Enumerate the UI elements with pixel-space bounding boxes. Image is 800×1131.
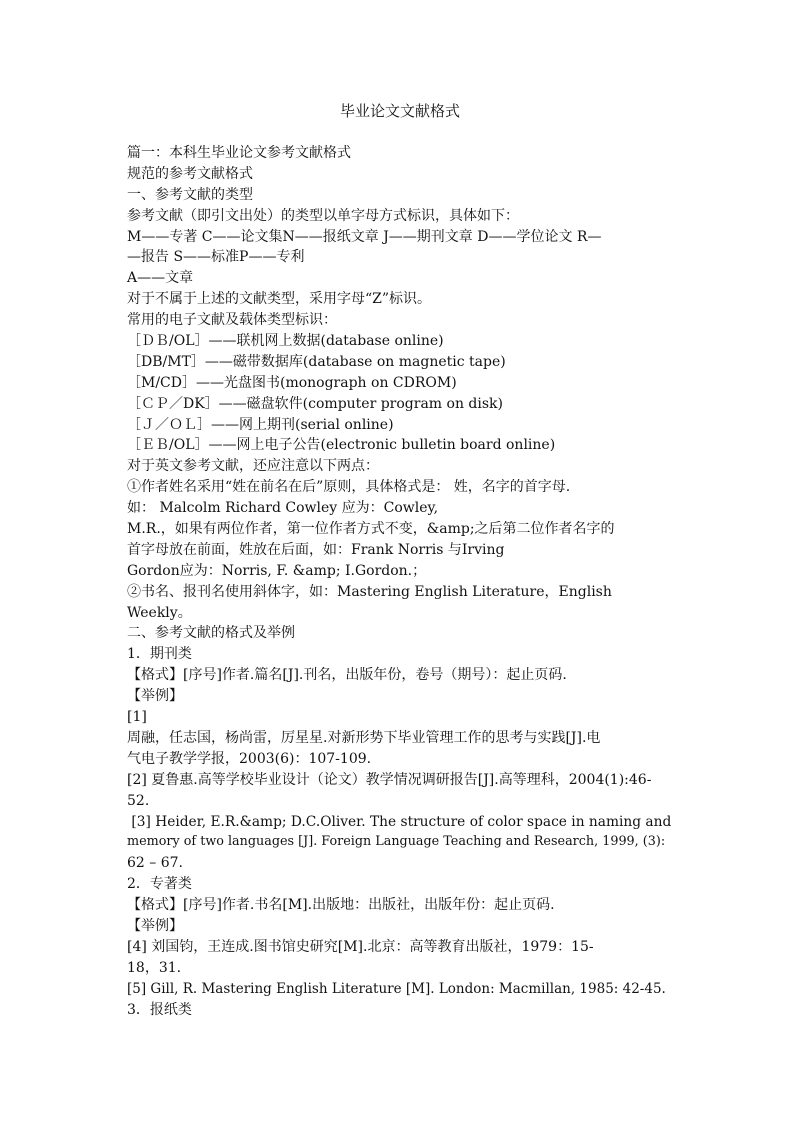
text-line: [1]: [127, 709, 147, 726]
text-line: [5] Gill, R. Mastering English Literature [M]. London: Macmillan, 1985: 42-45.: [127, 980, 666, 997]
text-line: ［ＣＰ／DK］——磁盘软件(computer program on disk): [127, 395, 503, 412]
text-line: 2．专著类: [127, 876, 192, 893]
text-line: 周融，任志国，杨尚雷，厉星星.对新形势下毕业管理工作的思考与实践[J].电: [127, 729, 601, 746]
text-line: ①作者姓名采用“姓在前名在后”原则，具体格式是： 姓，名字的首字母.: [127, 479, 571, 496]
text-line: M——专著 C——论文集N——报纸文章 J——期刊文章 D——学位论文 R—: [127, 228, 602, 245]
text-line: 1．期刊类: [127, 646, 192, 663]
text-line: 常用的电子文献及载体类型标识：: [127, 312, 337, 329]
text-line: 对于不属于上述的文献类型，采用字母“Z”标识。: [127, 291, 432, 308]
text-line: 3．报纸类: [127, 1001, 192, 1018]
text-line: 如： Malcolm Richard Cowley 应为：Cowley,: [127, 500, 439, 517]
text-line: ［DB/MT］——磁带数据库(database on magnetic tape): [127, 353, 506, 370]
text-line: 参考文献（即引文出处）的类型以单字母方式标识，具体如下：: [127, 207, 519, 224]
text-line: [4] 刘国钧，王连成.图书馆史研究[M].北京：高等教育出版社，1979：15-: [127, 938, 594, 955]
text-line: 52.: [127, 792, 150, 809]
text-line: 二、参考文献的格式及举例: [127, 625, 295, 642]
text-line: 对于英文参考文献，还应注意以下两点：: [127, 458, 379, 475]
text-line: 【格式】[序号]作者.篇名[J].刊名，出版年份，卷号（期号）：起止页码.: [127, 667, 567, 684]
text-line: ［M/CD］——光盘图书(monograph on CDROM): [127, 374, 457, 391]
text-line: 【格式】[序号]作者.书名[M].出版地：出版社，出版年份：起止页码.: [127, 897, 555, 914]
text-line: M.R.，如果有两位作者，第一位作者方式不变，&amp;之后第二位作者名字的: [127, 521, 615, 538]
text-line: 【举例】: [127, 917, 183, 934]
text-line: 气电子教学学报，2003(6)：107-109.: [127, 750, 372, 767]
text-line: 篇一：本科生毕业论文参考文献格式: [127, 145, 351, 161]
text-line: 一、参考文献的类型: [127, 186, 253, 203]
text-line: 规范的参考文献格式: [127, 165, 253, 182]
text-line: ②书名、报刊名使用斜体字，如：Mastering English Literature，English: [127, 583, 612, 600]
text-line: 62 – 67.: [127, 855, 183, 872]
text-line: Gordon应为：Norris, F. &amp; I.Gordon.；: [127, 562, 427, 579]
text-line: ［Ｊ／ＯＬ］——网上期刊(serial online): [127, 416, 394, 433]
text-line: Weekly。: [127, 604, 192, 621]
text-line: [3] Heider, E.R.&amp; D.C.Oliver. The structure of color space in naming and: [127, 813, 672, 830]
text-line: ［ＤＢ/OL］——联机网上数据(database online): [127, 333, 444, 350]
text-line: memory of two languages [J]. Foreign Language Teaching and Research, 1999, (3):: [127, 834, 666, 850]
text-line: 18，31.: [127, 959, 182, 976]
text-line: [2] 夏鲁惠.高等学校毕业设计（论文）教学情况调研报告[J].高等理科，2004(1):46-: [127, 771, 652, 788]
document-body: [127, 143, 672, 1020]
text-line: —报告 S——标准P——专利: [127, 249, 305, 266]
text-line: A——文章: [127, 270, 194, 287]
text-line: 【举例】: [127, 688, 183, 705]
text-line: ［ＥＢ/OL］——网上电子公告(electronic bulletin board online): [127, 437, 556, 454]
page-title: 毕业论文文献格式: [339, 102, 460, 120]
text-line: 首字母放在前面，姓放在后面，如：Frank Norris 与Irving: [127, 541, 505, 558]
